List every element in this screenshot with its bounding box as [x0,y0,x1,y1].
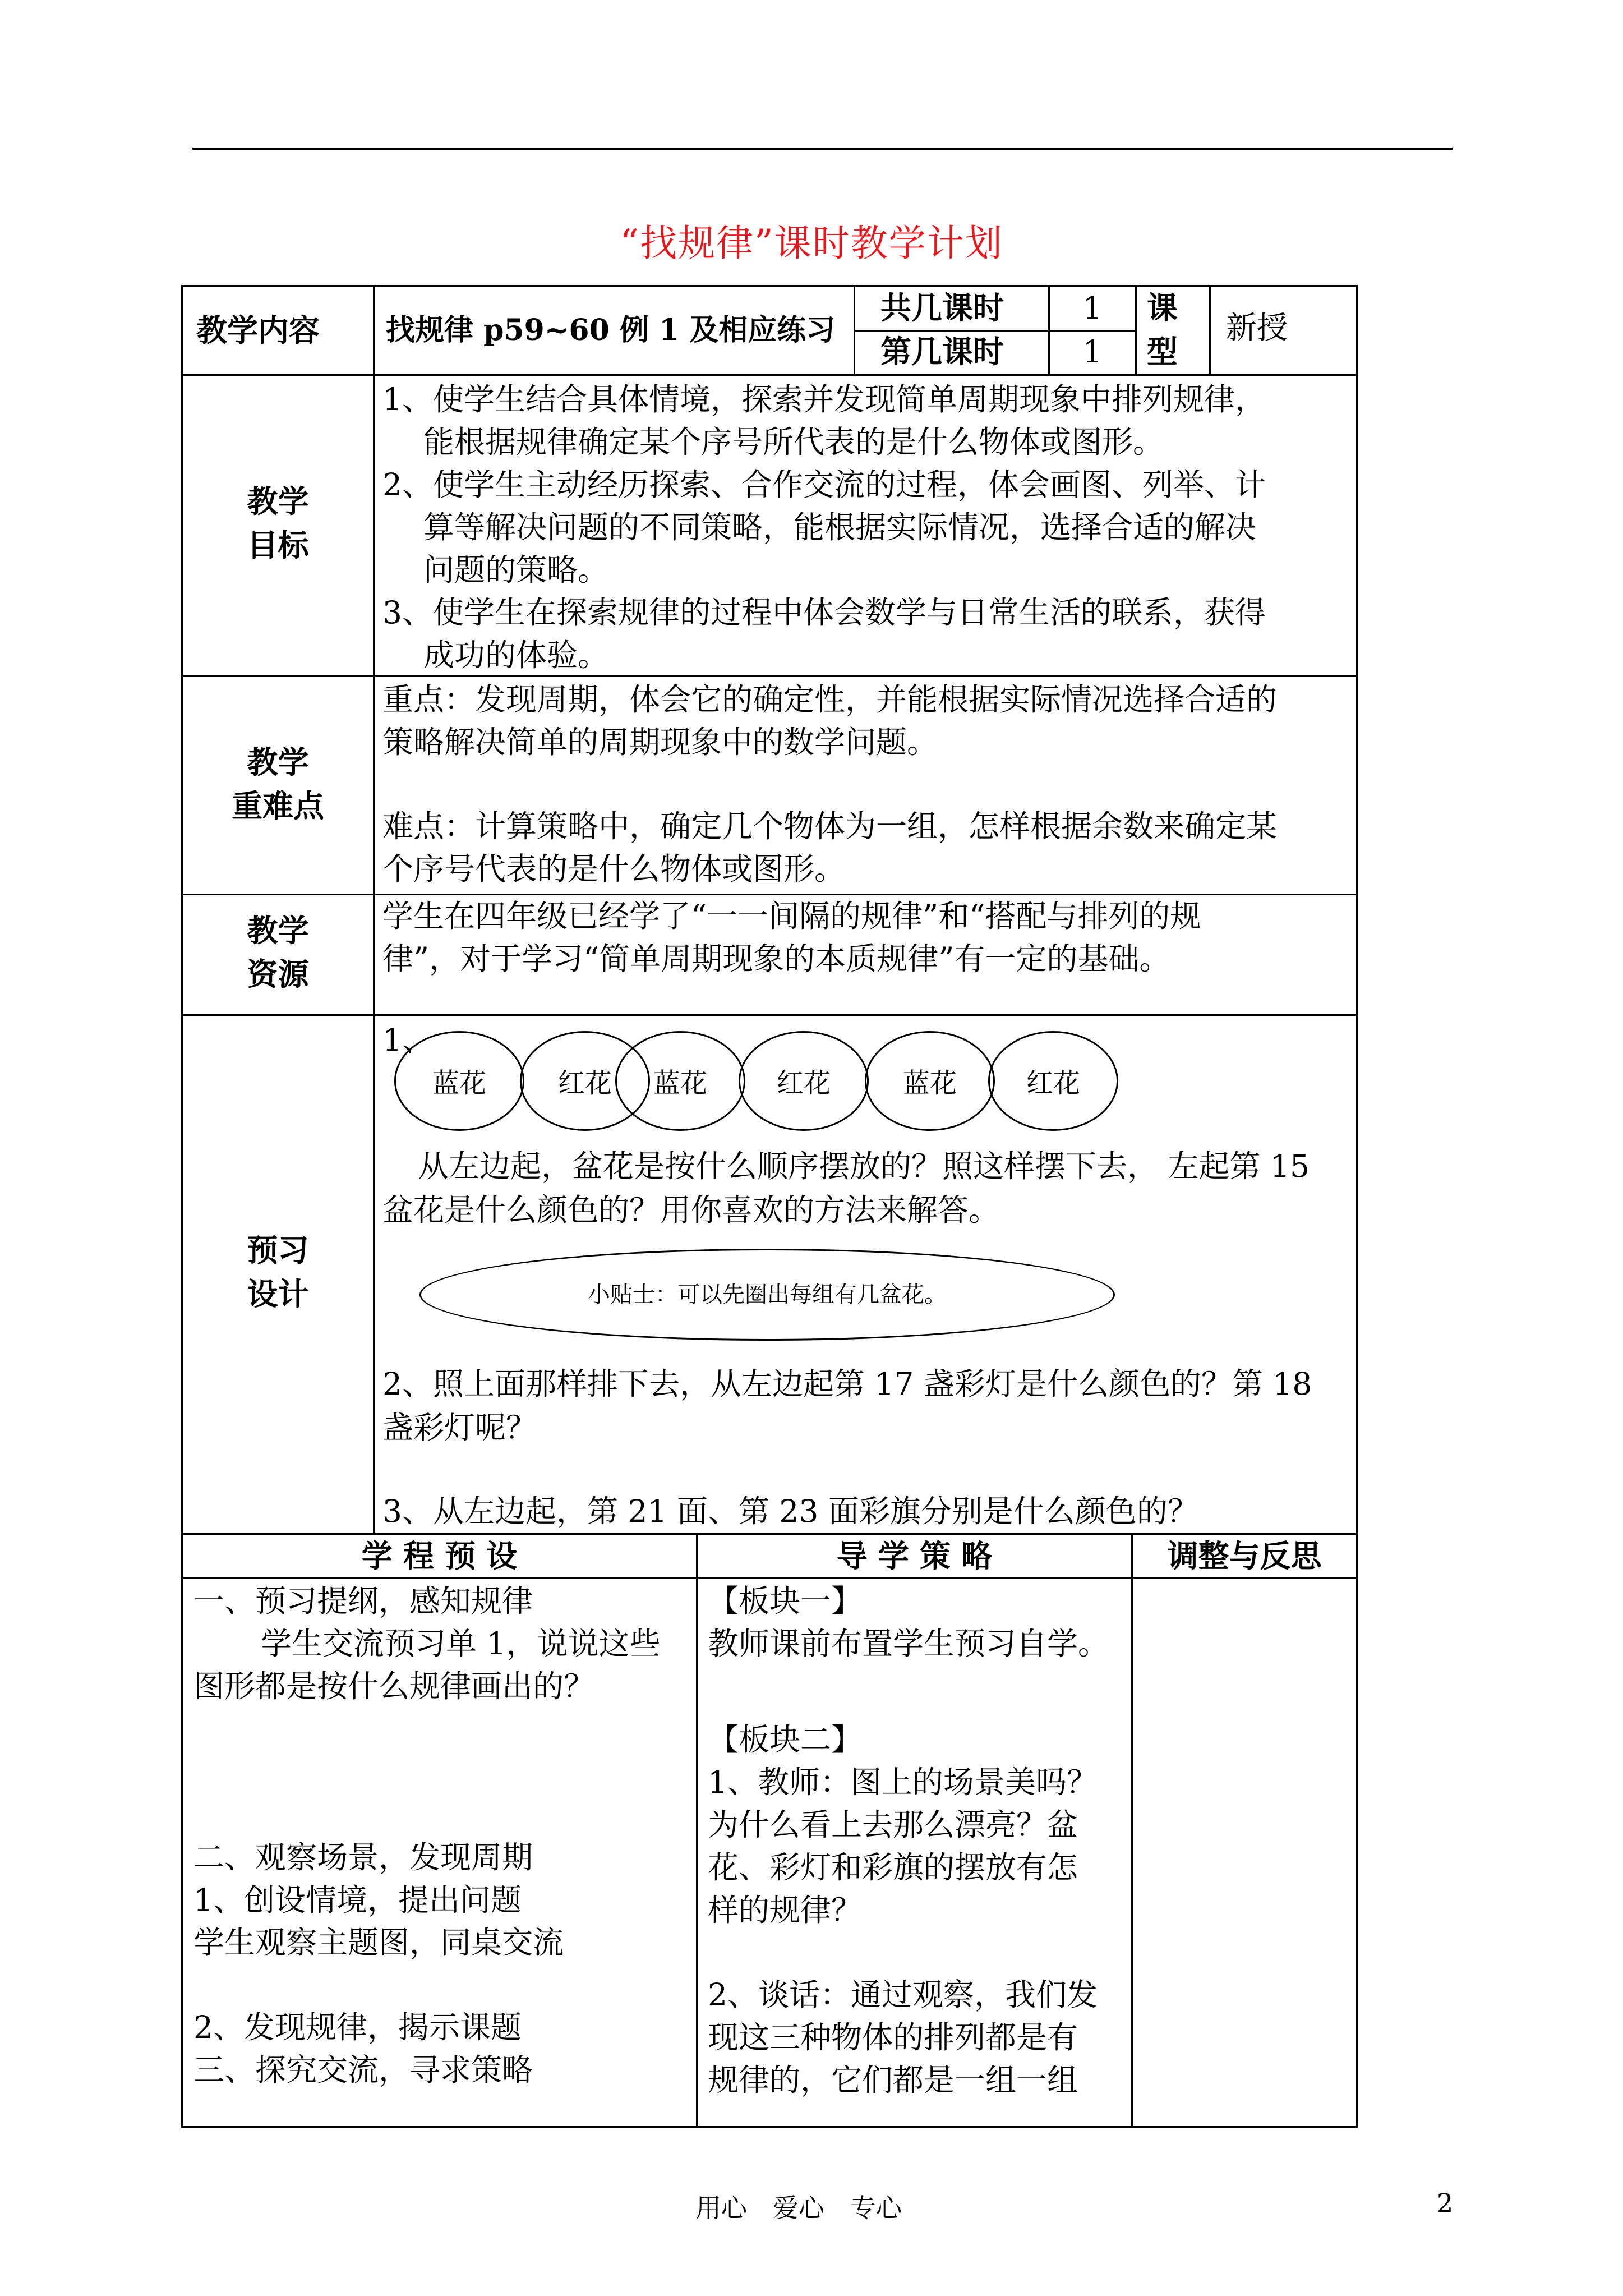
goal-3-line-2: 成功的体验。 [423,637,609,673]
process-step-2-sub-2: 2、发现规律，揭示课题 [193,2009,522,2045]
flower-label-5: 蓝花 [902,1068,957,1099]
page-number: 2 [1437,2188,1454,2218]
keypoints-label-1: 教学 [247,744,309,780]
strategy-block-1-title: 【板块一】 [708,1583,863,1619]
strategy-block-1-text: 教师课前布置学生预习自学。 [708,1626,1109,1662]
process-step-1-detail-2: 图形都是按什么规律画出的？ [193,1668,595,1704]
resources-label-2: 资源 [247,956,309,992]
goal-2-line-2: 算等解决问题的不同策略，能根据实际情况，选择合适的解决 [423,509,1257,545]
goal-1-line-1: 1、使学生结合具体情境，探索并发现简单周期现象中排列规律， [382,381,1266,417]
type-value: 新授 [1226,310,1288,346]
process-step-2: 二、观察场景，发现周期 [193,1839,533,1875]
which-label: 第几课时 [880,333,1004,370]
process-step-1: 一、预习提纲，感知规律 [193,1583,533,1619]
process-col2-header: 导 学 策 略 [836,1538,993,1574]
process-step-3: 三、探究交流，寻求策略 [193,2052,533,2088]
flower-label-1: 蓝花 [432,1068,486,1099]
process-step-1-detail-1: 学生交流预习单 1，说说这些 [261,1626,661,1662]
keypoints-label-2: 重难点 [231,788,324,824]
process-step-2-sub-1-detail: 学生观察主题图，同桌交流 [193,1925,564,1961]
preview-q1-line-2: 盆花是什么颜色的？用你喜欢的方法来解答。 [382,1192,1000,1228]
page-title: “找规律”课时教学计划 [620,222,1003,265]
type-label-2: 型 [1147,333,1178,370]
difficulty-line-2: 个序号代表的是什么物体或图形。 [382,851,846,887]
strategy-block-2-line-6: 现这三种物体的排列都是有 [708,2019,1078,2055]
strategy-block-2-line-7: 规律的，它们都是一组一组 [708,2062,1078,2098]
focus-line-1: 重点：发现周期，体会它的确定性，并能根据实际情况选择合适的 [382,682,1278,717]
preview-label-2: 设计 [247,1276,309,1312]
goal-3-line-1: 3、使学生在探索规律的过程中体会数学与日常生活的联系，获得 [382,595,1266,631]
strategy-block-2-line-1: 1、教师：图上的场景美吗？ [708,1764,1098,1800]
content-value: 找规律 p59~60 例 1 及相应练习 [386,313,836,347]
goal-2-line-3: 问题的策略。 [423,552,609,588]
goal-2-line-1: 2、使学生主动经历探索、合作交流的过程，体会画图、列举、计 [382,467,1266,503]
strategy-block-2-title: 【板块二】 [708,1722,863,1757]
difficulty-line-1: 难点：计算策略中，确定几个物体为一组，怎样根据余数来确定某 [382,808,1278,844]
strategy-block-2-line-3: 花、彩灯和彩旗的摆放有怎 [708,1849,1078,1885]
flower-label-3: 蓝花 [653,1068,707,1099]
flower-label-4: 红花 [776,1068,831,1099]
focus-line-2: 策略解决简单的周期现象中的数学问题。 [382,724,938,760]
preview-q3: 3、从左边起，第 21 面、第 23 面彩旗分别是什么颜色的？ [382,1493,1198,1529]
goals-label-2: 目标 [247,527,309,563]
preview-q1-line-1: 从左边起，盆花是按什么顺序摆放的？照这样摆下去， 左起第 15 [418,1148,1310,1184]
process-col3-body [1131,1577,1358,2128]
strategy-block-2-line-5: 2、谈话：通过观察，我们发 [708,1977,1098,2013]
strategy-block-2-line-4: 样的规律？ [708,1892,863,1928]
type-label-1: 课 [1147,289,1178,326]
total-value: 1 [1082,290,1103,326]
header-rule [192,148,1453,150]
goal-1-line-2: 能根据规律确定某个序号所代表的是什么物体或图形。 [423,424,1164,460]
preview-q2-line-2: 盏彩灯呢？ [382,1410,537,1446]
footer-motto: 用心 爱心 专心 [695,2193,902,2223]
process-step-2-sub-1: 1、创设情境，提出问题 [193,1882,522,1918]
preview-q1-number: 1、 [382,1022,433,1058]
resources-line-1: 学生在四年级已经学了“一一间隔的规律”和“搭配与排列的规 [382,898,1201,934]
strategy-block-2-line-2: 为什么看上去那么漂亮？盆 [708,1807,1078,1843]
tip-text: 小贴士：可以先圈出每组有几盆花。 [588,1282,947,1308]
flower-label-2: 红花 [557,1068,612,1099]
total-label: 共几课时 [880,289,1004,326]
which-value: 1 [1082,334,1103,370]
preview-label-1: 预习 [247,1232,309,1268]
goals-label-1: 教学 [247,483,309,519]
flower-label-6: 红花 [1026,1068,1080,1099]
content-label: 教学内容 [196,312,320,348]
process-col1-header: 学 程 预 设 [361,1538,518,1574]
resources-label-1: 教学 [247,912,309,949]
process-col3-header: 调整与反思 [1167,1538,1322,1574]
preview-q2-line-1: 2、照上面那样排下去，从左边起第 17 盏彩灯是什么颜色的？第 18 [382,1366,1312,1402]
resources-line-2: 律”，对于学习“简单周期现象的本质规律”有一定的基础。 [382,941,1170,977]
